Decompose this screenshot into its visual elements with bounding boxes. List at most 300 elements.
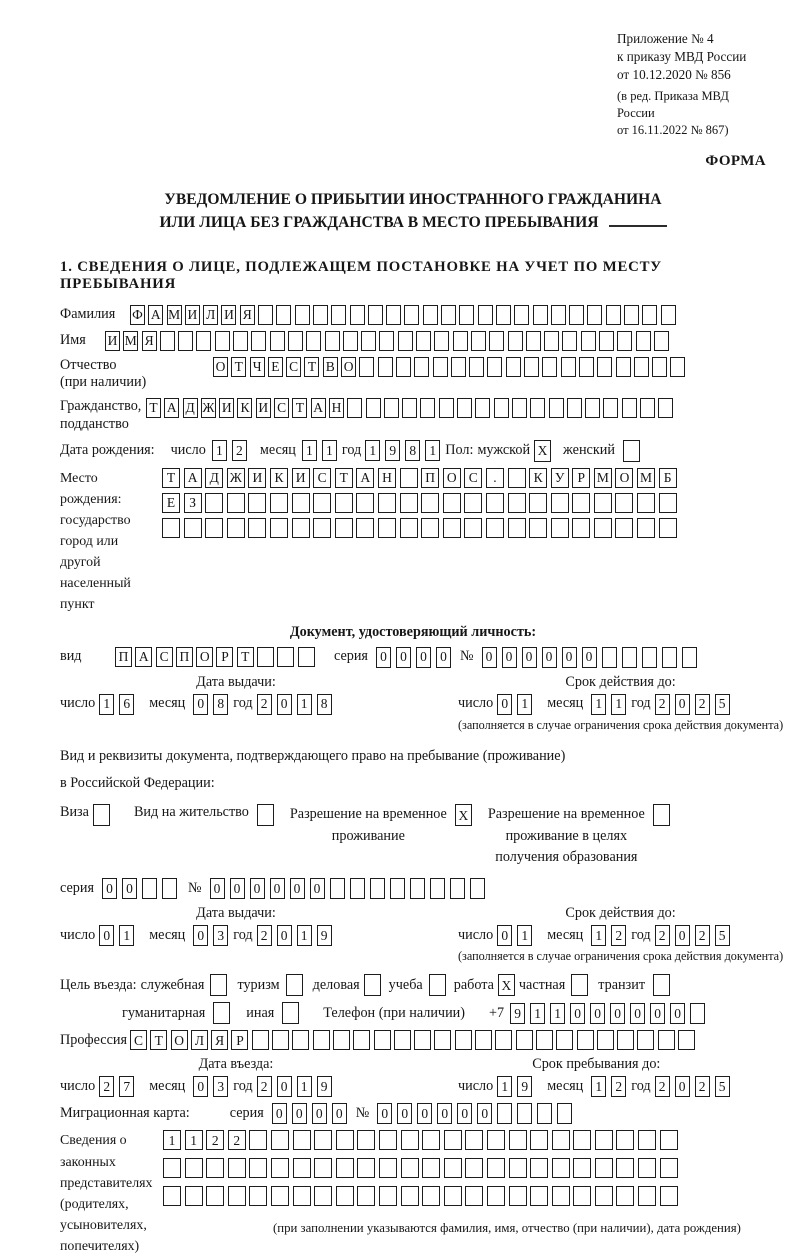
tourism-checkbox[interactable] [286, 974, 303, 996]
expiry-month-box[interactable]: 1 [611, 694, 626, 715]
representative-box[interactable] [422, 1158, 440, 1178]
birth-place-box[interactable] [659, 518, 677, 538]
surname-box[interactable] [569, 305, 584, 325]
identity-number-box[interactable]: 0 [562, 647, 577, 668]
citizenship-box[interactable] [549, 398, 564, 418]
temp-residence-checkbox[interactable]: X [455, 804, 472, 826]
stay-year-box[interactable]: 5 [715, 1076, 730, 1097]
migration-number-box[interactable]: 0 [437, 1103, 452, 1124]
residence-series-box[interactable]: 0 [122, 878, 137, 899]
representative-box[interactable] [595, 1130, 613, 1150]
patronymic-box[interactable]: Т [304, 357, 319, 377]
birth-place-box[interactable] [270, 493, 288, 513]
representative-box[interactable] [660, 1158, 678, 1178]
humanitarian-checkbox[interactable] [213, 1002, 230, 1024]
surname-box[interactable] [331, 305, 346, 325]
representative-box[interactable] [422, 1186, 440, 1206]
representative-box[interactable] [616, 1158, 634, 1178]
given-name-box[interactable] [398, 331, 413, 351]
representative-box[interactable] [379, 1186, 397, 1206]
representative-box[interactable]: 1 [163, 1130, 181, 1150]
representative-box[interactable] [271, 1186, 289, 1206]
issue-year-box[interactable]: 2 [257, 925, 272, 946]
surname-box[interactable] [624, 305, 639, 325]
representative-box[interactable] [595, 1158, 613, 1178]
residence-number-box[interactable] [390, 878, 405, 899]
phone-digit-box[interactable]: 0 [630, 1003, 645, 1024]
patronymic-box[interactable] [506, 357, 521, 377]
identity-number-box[interactable] [602, 647, 617, 668]
official-checkbox[interactable] [210, 974, 227, 996]
representative-box[interactable] [573, 1158, 591, 1178]
patronymic-box[interactable] [561, 357, 576, 377]
surname-box[interactable] [478, 305, 493, 325]
representative-box[interactable] [616, 1186, 634, 1206]
study-checkbox[interactable] [429, 974, 446, 996]
birth-place-box[interactable] [508, 493, 526, 513]
citizenship-box[interactable]: Д [183, 398, 198, 418]
given-name-box[interactable] [233, 331, 248, 351]
birth-place-box[interactable]: У [551, 468, 569, 488]
patronymic-box[interactable] [670, 357, 685, 377]
profession-box[interactable] [617, 1030, 634, 1050]
birth-place-box[interactable] [615, 493, 633, 513]
patronymic-box[interactable] [451, 357, 466, 377]
representative-box[interactable] [206, 1186, 224, 1206]
migration-series-box[interactable]: 0 [272, 1103, 287, 1124]
profession-box[interactable] [678, 1030, 695, 1050]
representative-box[interactable] [357, 1158, 375, 1178]
issue-year-box[interactable]: 0 [277, 925, 292, 946]
phone-digit-box[interactable]: 0 [590, 1003, 605, 1024]
migration-series-box[interactable]: 0 [332, 1103, 347, 1124]
patronymic-box[interactable] [524, 357, 539, 377]
representative-box[interactable] [465, 1158, 483, 1178]
patronymic-box[interactable] [579, 357, 594, 377]
residence-number-box[interactable]: 0 [210, 878, 225, 899]
migration-number-box[interactable] [537, 1103, 552, 1124]
surname-box[interactable] [350, 305, 365, 325]
patronymic-box[interactable] [359, 357, 374, 377]
patronymic-box[interactable]: Т [231, 357, 246, 377]
representative-box[interactable] [530, 1158, 548, 1178]
citizenship-box[interactable]: Т [292, 398, 307, 418]
visa-checkbox[interactable] [93, 804, 110, 826]
representative-box[interactable] [314, 1186, 332, 1206]
given-name-box[interactable] [178, 331, 193, 351]
birth-place-box[interactable] [184, 518, 202, 538]
surname-box[interactable]: Я [240, 305, 255, 325]
expiry-year-box[interactable]: 2 [695, 925, 710, 946]
birth-day-box[interactable]: 2 [232, 440, 247, 461]
given-name-box[interactable] [581, 331, 596, 351]
representative-box[interactable] [444, 1158, 462, 1178]
birth-place-box[interactable] [572, 518, 590, 538]
representative-box[interactable] [530, 1130, 548, 1150]
birth-place-box[interactable] [551, 518, 569, 538]
residence-number-box[interactable]: 0 [270, 878, 285, 899]
surname-box[interactable] [441, 305, 456, 325]
entry-year-box[interactable]: 9 [317, 1076, 332, 1097]
given-name-box[interactable] [196, 331, 211, 351]
patronymic-box[interactable] [414, 357, 429, 377]
citizenship-box[interactable] [622, 398, 637, 418]
birth-place-box[interactable] [248, 518, 266, 538]
patronymic-box[interactable] [634, 357, 649, 377]
profession-box[interactable] [292, 1030, 309, 1050]
given-name-box[interactable] [251, 331, 266, 351]
surname-box[interactable] [295, 305, 310, 325]
identity-number-box[interactable] [682, 647, 697, 668]
given-name-box[interactable] [471, 331, 486, 351]
profession-box[interactable] [658, 1030, 675, 1050]
given-name-box[interactable] [508, 331, 523, 351]
birth-place-box[interactable] [486, 518, 504, 538]
entry-day-box[interactable]: 7 [119, 1076, 134, 1097]
birth-place-box[interactable]: М [637, 468, 655, 488]
migration-series-box[interactable]: 0 [312, 1103, 327, 1124]
representative-box[interactable]: 2 [228, 1130, 246, 1150]
residence-number-box[interactable]: 0 [310, 878, 325, 899]
birth-place-box[interactable]: Е [162, 493, 180, 513]
identity-kind-box[interactable]: Р [216, 647, 233, 667]
identity-number-box[interactable]: 0 [482, 647, 497, 668]
citizenship-box[interactable]: К [237, 398, 252, 418]
birth-place-box[interactable] [313, 518, 331, 538]
profession-box[interactable] [333, 1030, 350, 1050]
patronymic-box[interactable]: Ч [250, 357, 265, 377]
birth-place-box[interactable] [551, 493, 569, 513]
given-name-box[interactable] [361, 331, 376, 351]
birth-place-box[interactable] [335, 518, 353, 538]
surname-box[interactable] [514, 305, 529, 325]
citizenship-box[interactable] [530, 398, 545, 418]
surname-box[interactable]: М [167, 305, 182, 325]
surname-box[interactable] [459, 305, 474, 325]
identity-kind-box[interactable]: С [156, 647, 173, 667]
migration-number-box[interactable]: 0 [377, 1103, 392, 1124]
birth-place-box[interactable] [659, 493, 677, 513]
citizenship-box[interactable] [439, 398, 454, 418]
given-name-box[interactable] [562, 331, 577, 351]
transit-checkbox[interactable] [653, 974, 670, 996]
representative-box[interactable] [509, 1186, 527, 1206]
birth-place-box[interactable]: Т [335, 468, 353, 488]
given-name-box[interactable] [434, 331, 449, 351]
residence-number-box[interactable] [370, 878, 385, 899]
expiry-month-box[interactable]: 1 [591, 694, 606, 715]
citizenship-box[interactable] [640, 398, 655, 418]
expiry-day-box[interactable]: 0 [497, 694, 512, 715]
representative-box[interactable] [314, 1158, 332, 1178]
expiry-year-box[interactable]: 2 [655, 925, 670, 946]
profession-box[interactable] [374, 1030, 391, 1050]
profession-box[interactable] [516, 1030, 533, 1050]
surname-box[interactable]: Л [203, 305, 218, 325]
birth-month-box[interactable]: 1 [302, 440, 317, 461]
identity-kind-box[interactable] [298, 647, 315, 667]
profession-box[interactable] [637, 1030, 654, 1050]
migration-number-box[interactable] [497, 1103, 512, 1124]
given-name-box[interactable]: И [105, 331, 120, 351]
birth-place-box[interactable]: Б [659, 468, 677, 488]
representative-box[interactable] [552, 1130, 570, 1150]
profession-box[interactable] [455, 1030, 472, 1050]
identity-kind-box[interactable]: П [176, 647, 193, 667]
citizenship-box[interactable] [658, 398, 673, 418]
given-name-box[interactable] [416, 331, 431, 351]
profession-box[interactable] [556, 1030, 573, 1050]
representative-box[interactable] [293, 1186, 311, 1206]
given-name-box[interactable] [270, 331, 285, 351]
citizenship-box[interactable] [384, 398, 399, 418]
birth-place-box[interactable] [637, 493, 655, 513]
birth-place-box[interactable]: З [184, 493, 202, 513]
given-name-box[interactable] [636, 331, 651, 351]
female-checkbox[interactable] [623, 440, 640, 462]
migration-number-box[interactable] [557, 1103, 572, 1124]
phone-digit-box[interactable] [690, 1003, 705, 1024]
given-name-box[interactable] [379, 331, 394, 351]
given-name-box[interactable] [617, 331, 632, 351]
birth-place-box[interactable] [227, 518, 245, 538]
phone-digit-box[interactable]: 9 [510, 1003, 525, 1024]
representative-box[interactable] [293, 1158, 311, 1178]
expiry-month-box[interactable]: 1 [591, 925, 606, 946]
profession-box[interactable] [252, 1030, 269, 1050]
representative-box[interactable] [357, 1186, 375, 1206]
birth-place-box[interactable] [313, 493, 331, 513]
representative-box[interactable] [314, 1130, 332, 1150]
birth-year-box[interactable]: 8 [405, 440, 420, 461]
birth-place-box[interactable]: Р [572, 468, 590, 488]
citizenship-box[interactable] [494, 398, 509, 418]
representative-box[interactable] [487, 1130, 505, 1150]
representative-box[interactable] [595, 1186, 613, 1206]
citizenship-box[interactable]: С [274, 398, 289, 418]
issue-month-box[interactable]: 0 [193, 694, 208, 715]
citizenship-box[interactable] [567, 398, 582, 418]
birth-place-box[interactable]: М [594, 468, 612, 488]
profession-box[interactable]: Р [231, 1030, 248, 1050]
issue-day-box[interactable]: 0 [99, 925, 114, 946]
edu-residence-checkbox[interactable] [653, 804, 670, 826]
entry-year-box[interactable]: 2 [257, 1076, 272, 1097]
citizenship-box[interactable] [366, 398, 381, 418]
representative-box[interactable] [638, 1158, 656, 1178]
identity-series-box[interactable]: 0 [436, 647, 451, 668]
residence-number-box[interactable]: 0 [230, 878, 245, 899]
birth-day-box[interactable]: 1 [212, 440, 227, 461]
birth-place-box[interactable]: . [486, 468, 504, 488]
male-checkbox[interactable]: X [534, 440, 551, 462]
identity-kind-box[interactable]: Т [237, 647, 254, 667]
citizenship-box[interactable]: А [311, 398, 326, 418]
birth-place-box[interactable]: Д [205, 468, 223, 488]
citizenship-box[interactable] [512, 398, 527, 418]
expiry-year-box[interactable]: 0 [675, 694, 690, 715]
profession-box[interactable]: О [171, 1030, 188, 1050]
citizenship-box[interactable]: Т [146, 398, 161, 418]
residence-series-box[interactable] [142, 878, 157, 899]
expiry-day-box[interactable]: 1 [517, 694, 532, 715]
other-checkbox[interactable] [282, 1002, 299, 1024]
stay-day-box[interactable]: 9 [517, 1076, 532, 1097]
birth-place-box[interactable] [529, 493, 547, 513]
birth-place-box[interactable] [400, 468, 418, 488]
private-checkbox[interactable] [571, 974, 588, 996]
representative-box[interactable] [336, 1186, 354, 1206]
representative-box[interactable]: 2 [206, 1130, 224, 1150]
migration-series-box[interactable]: 0 [292, 1103, 307, 1124]
expiry-year-box[interactable]: 5 [715, 694, 730, 715]
birth-place-box[interactable]: С [313, 468, 331, 488]
birth-year-box[interactable]: 9 [385, 440, 400, 461]
profession-box[interactable] [536, 1030, 553, 1050]
issue-year-box[interactable]: 2 [257, 694, 272, 715]
identity-kind-box[interactable] [257, 647, 274, 667]
representative-box[interactable] [401, 1186, 419, 1206]
business-checkbox[interactable] [364, 974, 381, 996]
residence-number-box[interactable] [350, 878, 365, 899]
patronymic-box[interactable]: О [341, 357, 356, 377]
surname-box[interactable] [642, 305, 657, 325]
given-name-box[interactable] [526, 331, 541, 351]
birth-place-box[interactable] [378, 518, 396, 538]
identity-number-box[interactable] [642, 647, 657, 668]
representative-box[interactable] [271, 1130, 289, 1150]
birth-place-box[interactable] [529, 518, 547, 538]
representative-box[interactable] [163, 1158, 181, 1178]
representative-box[interactable] [271, 1158, 289, 1178]
patronymic-box[interactable]: В [323, 357, 338, 377]
identity-kind-box[interactable]: А [135, 647, 152, 667]
residence-series-box[interactable]: 0 [102, 878, 117, 899]
profession-box[interactable] [597, 1030, 614, 1050]
birth-place-box[interactable] [421, 518, 439, 538]
stay-year-box[interactable]: 2 [695, 1076, 710, 1097]
representative-box[interactable] [163, 1186, 181, 1206]
issue-day-box[interactable]: 1 [119, 925, 134, 946]
representative-box[interactable] [509, 1130, 527, 1150]
representative-box[interactable] [509, 1158, 527, 1178]
given-name-box[interactable] [160, 331, 175, 351]
given-name-box[interactable] [325, 331, 340, 351]
issue-year-box[interactable]: 1 [297, 925, 312, 946]
citizenship-box[interactable] [457, 398, 472, 418]
citizenship-box[interactable] [402, 398, 417, 418]
issue-year-box[interactable]: 9 [317, 925, 332, 946]
representative-box[interactable] [249, 1186, 267, 1206]
patronymic-box[interactable] [433, 357, 448, 377]
representative-box[interactable] [185, 1158, 203, 1178]
phone-digit-box[interactable]: 0 [610, 1003, 625, 1024]
representative-box[interactable] [552, 1158, 570, 1178]
patronymic-box[interactable] [597, 357, 612, 377]
birth-place-box[interactable]: К [529, 468, 547, 488]
surname-box[interactable] [313, 305, 328, 325]
representative-box[interactable] [336, 1130, 354, 1150]
representative-box[interactable] [444, 1186, 462, 1206]
entry-year-box[interactable]: 0 [277, 1076, 292, 1097]
given-name-box[interactable]: Я [142, 331, 157, 351]
residence-series-box[interactable] [162, 878, 177, 899]
surname-box[interactable]: А [148, 305, 163, 325]
representative-box[interactable] [185, 1186, 203, 1206]
patronymic-box[interactable] [652, 357, 667, 377]
citizenship-box[interactable] [475, 398, 490, 418]
identity-number-box[interactable] [622, 647, 637, 668]
residence-number-box[interactable]: 0 [250, 878, 265, 899]
given-name-box[interactable] [306, 331, 321, 351]
citizenship-box[interactable] [347, 398, 362, 418]
birth-place-box[interactable]: А [356, 468, 374, 488]
representative-box[interactable] [249, 1130, 267, 1150]
migration-number-box[interactable] [517, 1103, 532, 1124]
surname-box[interactable] [368, 305, 383, 325]
citizenship-box[interactable]: А [164, 398, 179, 418]
residence-number-box[interactable] [330, 878, 345, 899]
representative-box[interactable] [422, 1130, 440, 1150]
birth-place-box[interactable] [508, 468, 526, 488]
representative-box[interactable] [638, 1186, 656, 1206]
entry-day-box[interactable]: 2 [99, 1076, 114, 1097]
stay-year-box[interactable]: 0 [675, 1076, 690, 1097]
profession-box[interactable]: С [130, 1030, 147, 1050]
phone-digit-box[interactable]: 0 [650, 1003, 665, 1024]
profession-box[interactable] [313, 1030, 330, 1050]
profession-box[interactable] [434, 1030, 451, 1050]
given-name-box[interactable] [654, 331, 669, 351]
citizenship-box[interactable]: Ж [201, 398, 216, 418]
issue-month-box[interactable]: 0 [193, 925, 208, 946]
representative-box[interactable] [465, 1130, 483, 1150]
birth-place-box[interactable]: Н [378, 468, 396, 488]
profession-box[interactable] [495, 1030, 512, 1050]
birth-place-box[interactable] [508, 518, 526, 538]
birth-place-box[interactable] [594, 493, 612, 513]
citizenship-box[interactable]: Н [329, 398, 344, 418]
representative-box[interactable] [573, 1186, 591, 1206]
identity-kind-box[interactable] [277, 647, 294, 667]
expiry-month-box[interactable]: 2 [611, 925, 626, 946]
birth-place-box[interactable]: А [184, 468, 202, 488]
birth-place-box[interactable] [378, 493, 396, 513]
birth-place-box[interactable] [464, 493, 482, 513]
identity-series-box[interactable]: 0 [396, 647, 411, 668]
representative-box[interactable] [487, 1158, 505, 1178]
surname-box[interactable] [533, 305, 548, 325]
issue-year-box[interactable]: 8 [317, 694, 332, 715]
stay-month-box[interactable]: 1 [591, 1076, 606, 1097]
birth-place-box[interactable] [486, 493, 504, 513]
patronymic-box[interactable] [487, 357, 502, 377]
surname-box[interactable] [386, 305, 401, 325]
migration-number-box[interactable]: 0 [417, 1103, 432, 1124]
birth-place-box[interactable] [637, 518, 655, 538]
birth-place-box[interactable] [205, 493, 223, 513]
issue-month-box[interactable]: 3 [213, 925, 228, 946]
given-name-box[interactable] [544, 331, 559, 351]
representative-box[interactable] [206, 1158, 224, 1178]
birth-place-box[interactable] [205, 518, 223, 538]
representative-box[interactable] [487, 1186, 505, 1206]
profession-box[interactable]: Л [191, 1030, 208, 1050]
identity-kind-box[interactable]: П [115, 647, 132, 667]
surname-box[interactable] [258, 305, 273, 325]
citizenship-box[interactable] [585, 398, 600, 418]
entry-month-box[interactable]: 0 [193, 1076, 208, 1097]
